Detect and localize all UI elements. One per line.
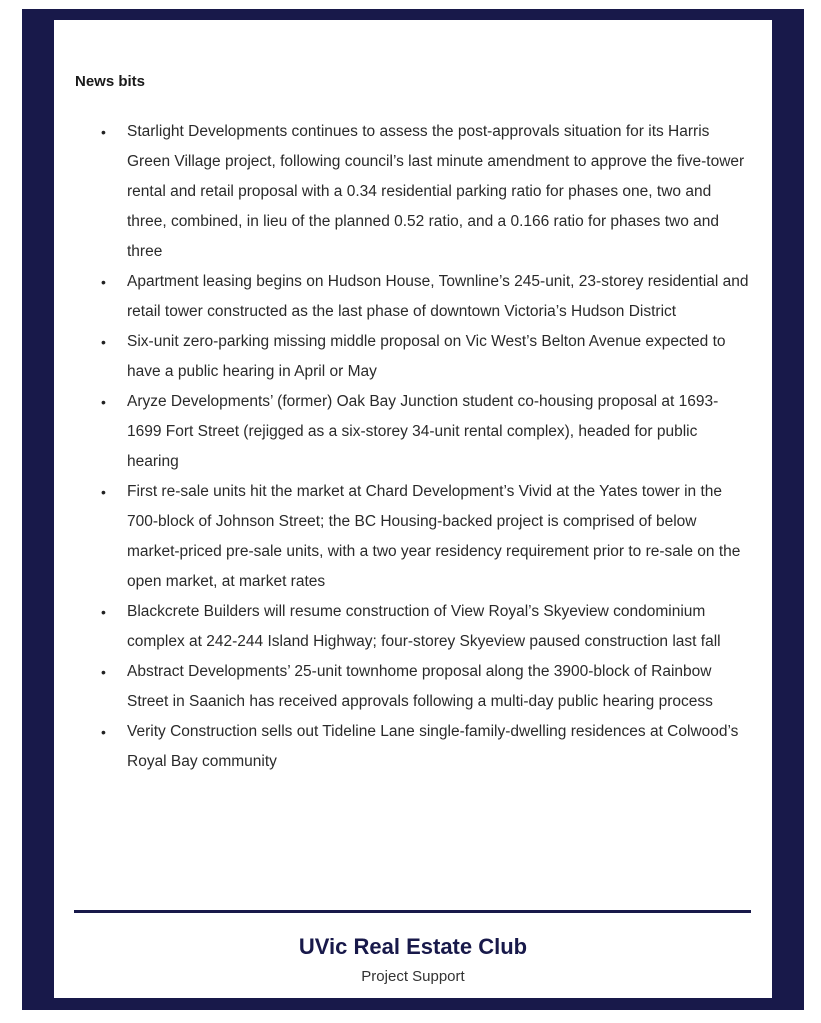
list-item-text: First re-sale units hit the market at Chard Development’s Vivid at the Yates tower in the 700-block of Johnson Street; the BC Housing-backed project is comprised of below market-priced pre-sale units, with a two year residency requirement prior to re-sale on the open market, at market rates — [127, 483, 741, 590]
document-page — [54, 20, 772, 998]
organization-name: UVic Real Estate Club — [298, 934, 528, 959]
bullet-icon: • — [101, 334, 106, 350]
list-item — [54, 477, 752, 597]
list-item — [54, 387, 752, 477]
list-item-text: Verity Construction sells out Tideline Lane single-family-dwelling residences at Colwood’s Royal Bay community — [127, 723, 739, 770]
page-border-frame — [22, 9, 804, 1010]
list-item — [54, 117, 752, 267]
bullet-icon: • — [101, 724, 106, 740]
list-item-text: Aryze Developments’ (former) Oak Bay Junction student co-housing proposal at 1693-1699 Fort Street (rejigged as a six-storey 34-unit rental complex), headed for public hearing — [127, 393, 719, 470]
list-item-text: Apartment leasing begins on Hudson House, Townline’s 245-unit, 23-storey residential and retail tower constructed as the last phase of downtown Victoria’s Hudson District — [127, 273, 749, 320]
section-heading: News bits — [75, 73, 146, 90]
bullet-icon: • — [101, 604, 106, 620]
bullet-icon: • — [101, 394, 106, 410]
list-item-text: Starlight Developments continues to assess the post-approvals situation for its Harris Green Village project, following council’s last minute amendment to approve the five-tower rental and retail proposal with a 0.34 residential parking ratio for phases one, two and three, combined, in lieu of the planned 0.52 ratio, and a 0.166 ratio for phases two and three — [127, 123, 745, 260]
bullet-icon: • — [101, 484, 106, 500]
list-item — [54, 597, 752, 657]
list-item-text: Blackcrete Builders will resume construction of View Royal’s Skyeview condominium complex at 242-244 Island Highway; four-storey Skyeview paused construction last fall — [127, 603, 721, 650]
list-item-text: Six-unit zero-parking missing middle proposal on Vic West’s Belton Avenue expected to have a public hearing in April or May — [127, 333, 726, 380]
footer-divider — [74, 910, 751, 913]
list-item-text: Abstract Developments’ 25-unit townhome proposal along the 3900-block of Rainbow Street in Saanich has received approvals following a multi-day public hearing process — [127, 663, 713, 710]
news-bits-list — [54, 117, 754, 777]
bullet-icon: • — [101, 274, 106, 290]
list-item — [54, 327, 752, 387]
list-item — [54, 717, 752, 777]
list-item — [54, 657, 752, 717]
list-item — [54, 267, 752, 327]
bullet-icon: • — [101, 664, 106, 680]
organization-subtitle: Project Support — [361, 968, 465, 985]
bullet-icon: • — [101, 124, 106, 140]
